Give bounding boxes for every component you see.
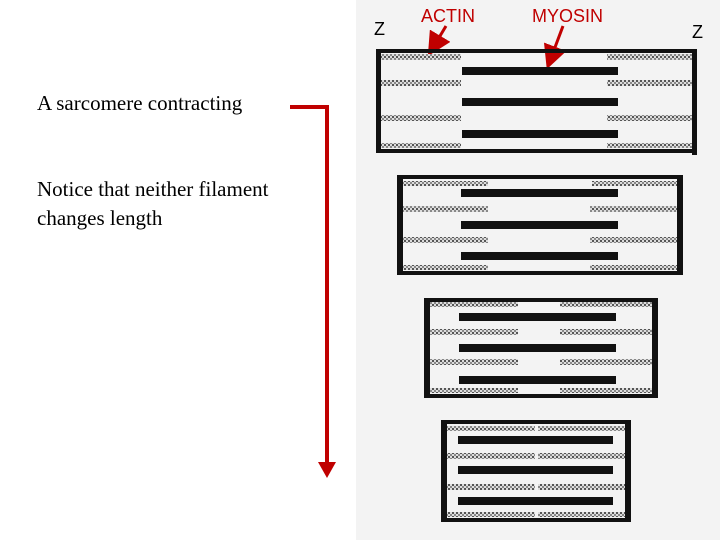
- myosin-pointer-arrow: [551, 26, 563, 58]
- note-line-1: Notice that neither filament: [37, 177, 269, 201]
- caption-text: A sarcomere contracting: [37, 91, 243, 115]
- actin-pointer-arrow: [434, 26, 446, 46]
- sarcomere-stage-partially-contracted: [397, 175, 683, 275]
- sarcomere-stage-fully-contracted: [441, 420, 631, 522]
- z-label-left: Z: [374, 19, 385, 39]
- contraction-arrow: [290, 107, 336, 478]
- actin-label: ACTIN: [421, 6, 475, 26]
- sarcomere-stage-relaxed: [376, 49, 697, 155]
- note-line-2: changes length: [37, 206, 163, 230]
- myosin-label: MYOSIN: [532, 6, 604, 26]
- z-label-right: Z: [692, 22, 703, 42]
- sarcomere-stage-more-contracted: [424, 298, 658, 398]
